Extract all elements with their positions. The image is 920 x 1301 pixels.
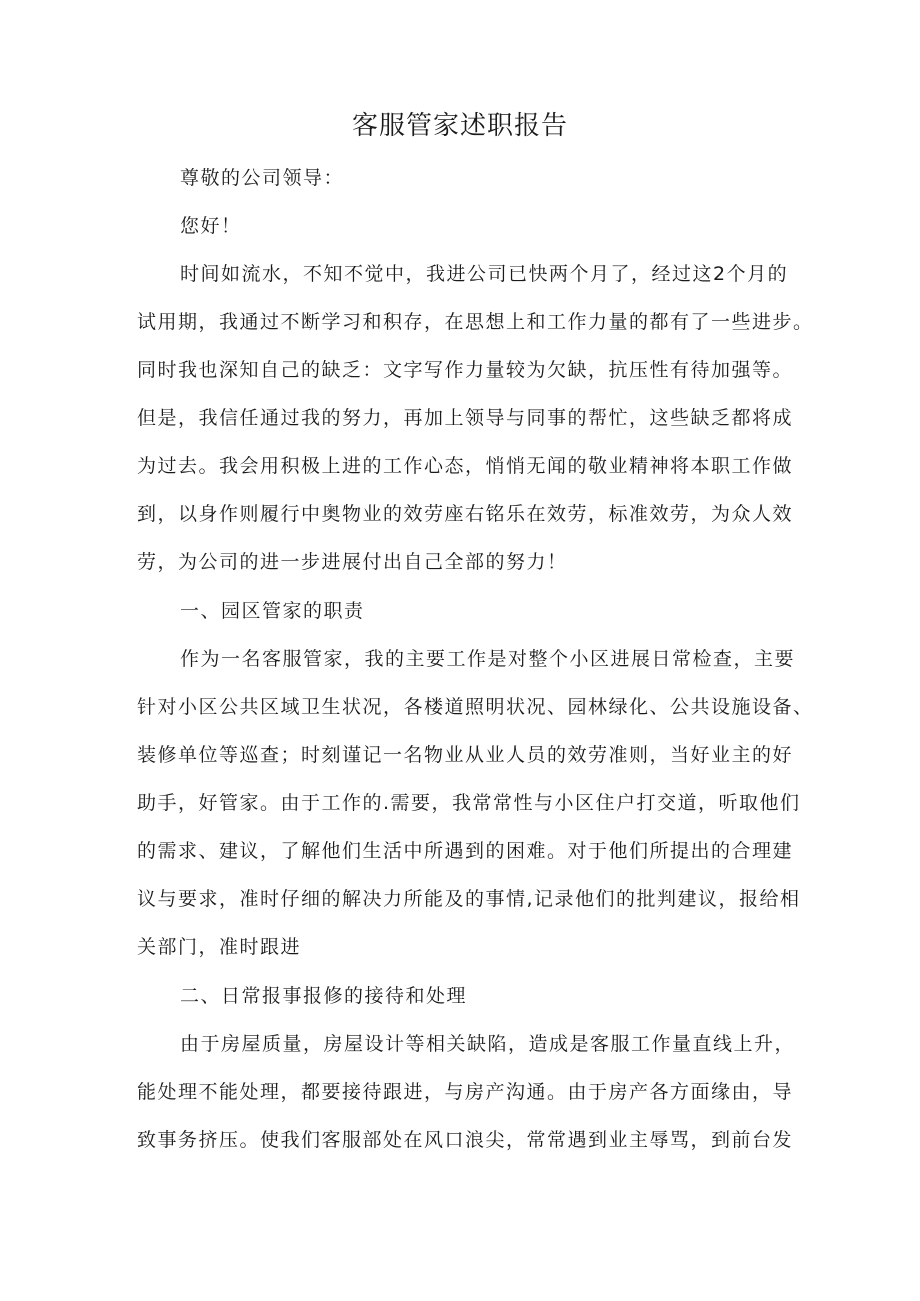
paragraph-line: 试用期，我通过不断学习和积存，在思想上和工作力量的都有了一些进步。 bbox=[137, 311, 814, 333]
paragraph-line: 的需求、建议，了解他们生活中所遇到的困难。对于他们所提出的合理建 bbox=[137, 840, 794, 862]
paragraph-line: 能处理不能处理，都要接待跟进，与房产沟通。由于房产各方面缘由，导 bbox=[137, 1081, 794, 1103]
paragraph-line: 时间如流水，不知不觉中，我进公司已快两个月了，经过这2个月的 bbox=[180, 263, 789, 285]
section-heading-2: 二、日常报事报修的接待和处理 bbox=[180, 985, 468, 1007]
paragraph-line: 劳，为公司的进一步进展付出自己全部的努力！ bbox=[137, 551, 568, 573]
paragraph-line: 到，以身作则履行中奥物业的效劳座右铭乐在效劳，标准效劳，为众人效 bbox=[137, 503, 794, 525]
document-title: 客服管家述职报告 bbox=[351, 111, 568, 141]
paragraph-line: 由于房屋质量，房屋设计等相关缺陷，造成是客服工作量直线上升， bbox=[180, 1033, 796, 1055]
paragraph-line: 但是，我信任通过我的努力，再加上领导与同事的帮忙，这些缺乏都将成 bbox=[137, 407, 794, 429]
greeting: 您好！ bbox=[180, 215, 242, 237]
paragraph-line: 助手，好管家。由于工作的.需要，我常常性与小区住户打交道，听取他们 bbox=[137, 792, 801, 814]
paragraph-line: 为过去。我会用积极上进的工作心态，悄悄无闻的敬业精神将本职工作做 bbox=[137, 455, 794, 477]
paragraph-line: 议与要求，准时仔细的解决力所能及的事情,记录他们的批判建议，报给相 bbox=[137, 888, 801, 910]
paragraph-line: 针对小区公共区域卫生状况，各楼道照明状况、园林绿化、公共设施设备、 bbox=[137, 696, 814, 718]
paragraph-line: 装修单位等巡查；时刻谨记一名物业从业人员的效劳准则，当好业主的好 bbox=[137, 744, 794, 766]
salutation: 尊敬的公司领导： bbox=[180, 167, 345, 189]
paragraph-line: 作为一名客服管家，我的主要工作是对整个小区进展日常检查，主要 bbox=[180, 648, 796, 670]
paragraph-line: 关部门，准时跟进 bbox=[137, 936, 302, 958]
paragraph-line: 致事务挤压。使我们客服部处在风口浪尖，常常遇到业主辱骂，到前台发 bbox=[137, 1129, 794, 1151]
section-heading-1: 一、园区管家的职责 bbox=[180, 600, 365, 622]
paragraph-line: 同时我也深知自己的缺乏：文字写作力量较为欠缺，抗压性有待加强等。 bbox=[137, 359, 794, 381]
